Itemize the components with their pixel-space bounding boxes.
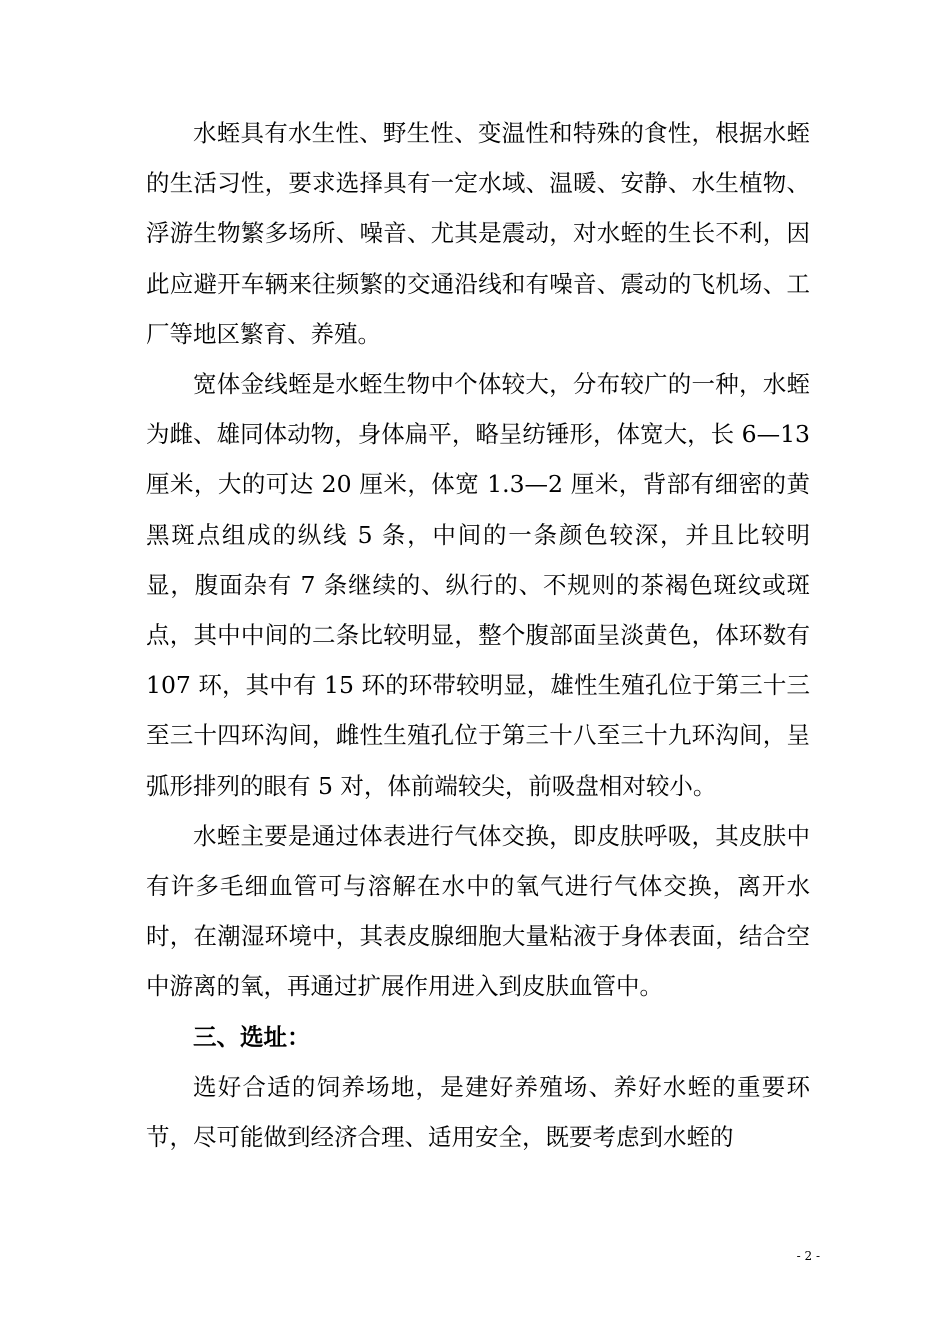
section-heading: 三、选址：: [193, 1022, 311, 1051]
paragraph-respiration: 水蛭主要是通过体表进行气体交换，即皮肤呼吸，其皮肤中有许多毛细血管可与溶解在水中的氧气进行气体交换，离开水时，在潮湿环境中，其表皮腺细胞大量粘液于身体表面，结合空中游离的氧，再通过扩展作用进入到皮肤血管中。: [146, 821, 810, 1001]
page-number: - 2 -: [796, 1249, 820, 1263]
paragraph-site-selection: 选好合适的饲养场地，是建好养殖场、养好水蛭的重要环节，尽可能做到经济合理、适用安全，既要考虑到水蛭的: [146, 1072, 810, 1152]
paragraph-habits: 水蛭具有水生性、野生性、变温性和特殊的食性，根据水蛭的生活习性，要求选择具有一定水域、温暖、安静、水生植物、浮游生物繁多场所、噪音、尤其是震动，对水蛭的生长不利，因此应避开车辆来往频繁的交通沿线和有噪音、震动的飞机场、工厂等地区繁育、养殖。: [146, 119, 810, 348]
paragraph-description: 宽体金线蛭是水蛭生物中个体较大，分布较广的一种，水蛭为雌、雄同体动物，身体扁平，略呈纺锤形，体宽大，长 6—13 厘米，大的可达 20 厘米，体宽 1.3—2 厘米，背部有细密的黄黑斑点组成的纵线 5 条，中间的一条颜色较深，并且比较明显，腹面杂有 7 条继续的、纵行的、不规则的茶褐色斑纹或斑点，其中中间的二条比较明显，整个腹部面呈淡黄色，体环数有 107 环，其中有 15 环的环带较明显，雄性生殖孔位于第三十三至三十四环沟间，雌性生殖孔位于第三十八至三十九环沟间，呈弧形排列的眼有 5 对，体前端较尖，前吸盘相对较小。: [146, 370, 810, 800]
document-body: [146, 108, 810, 1162]
